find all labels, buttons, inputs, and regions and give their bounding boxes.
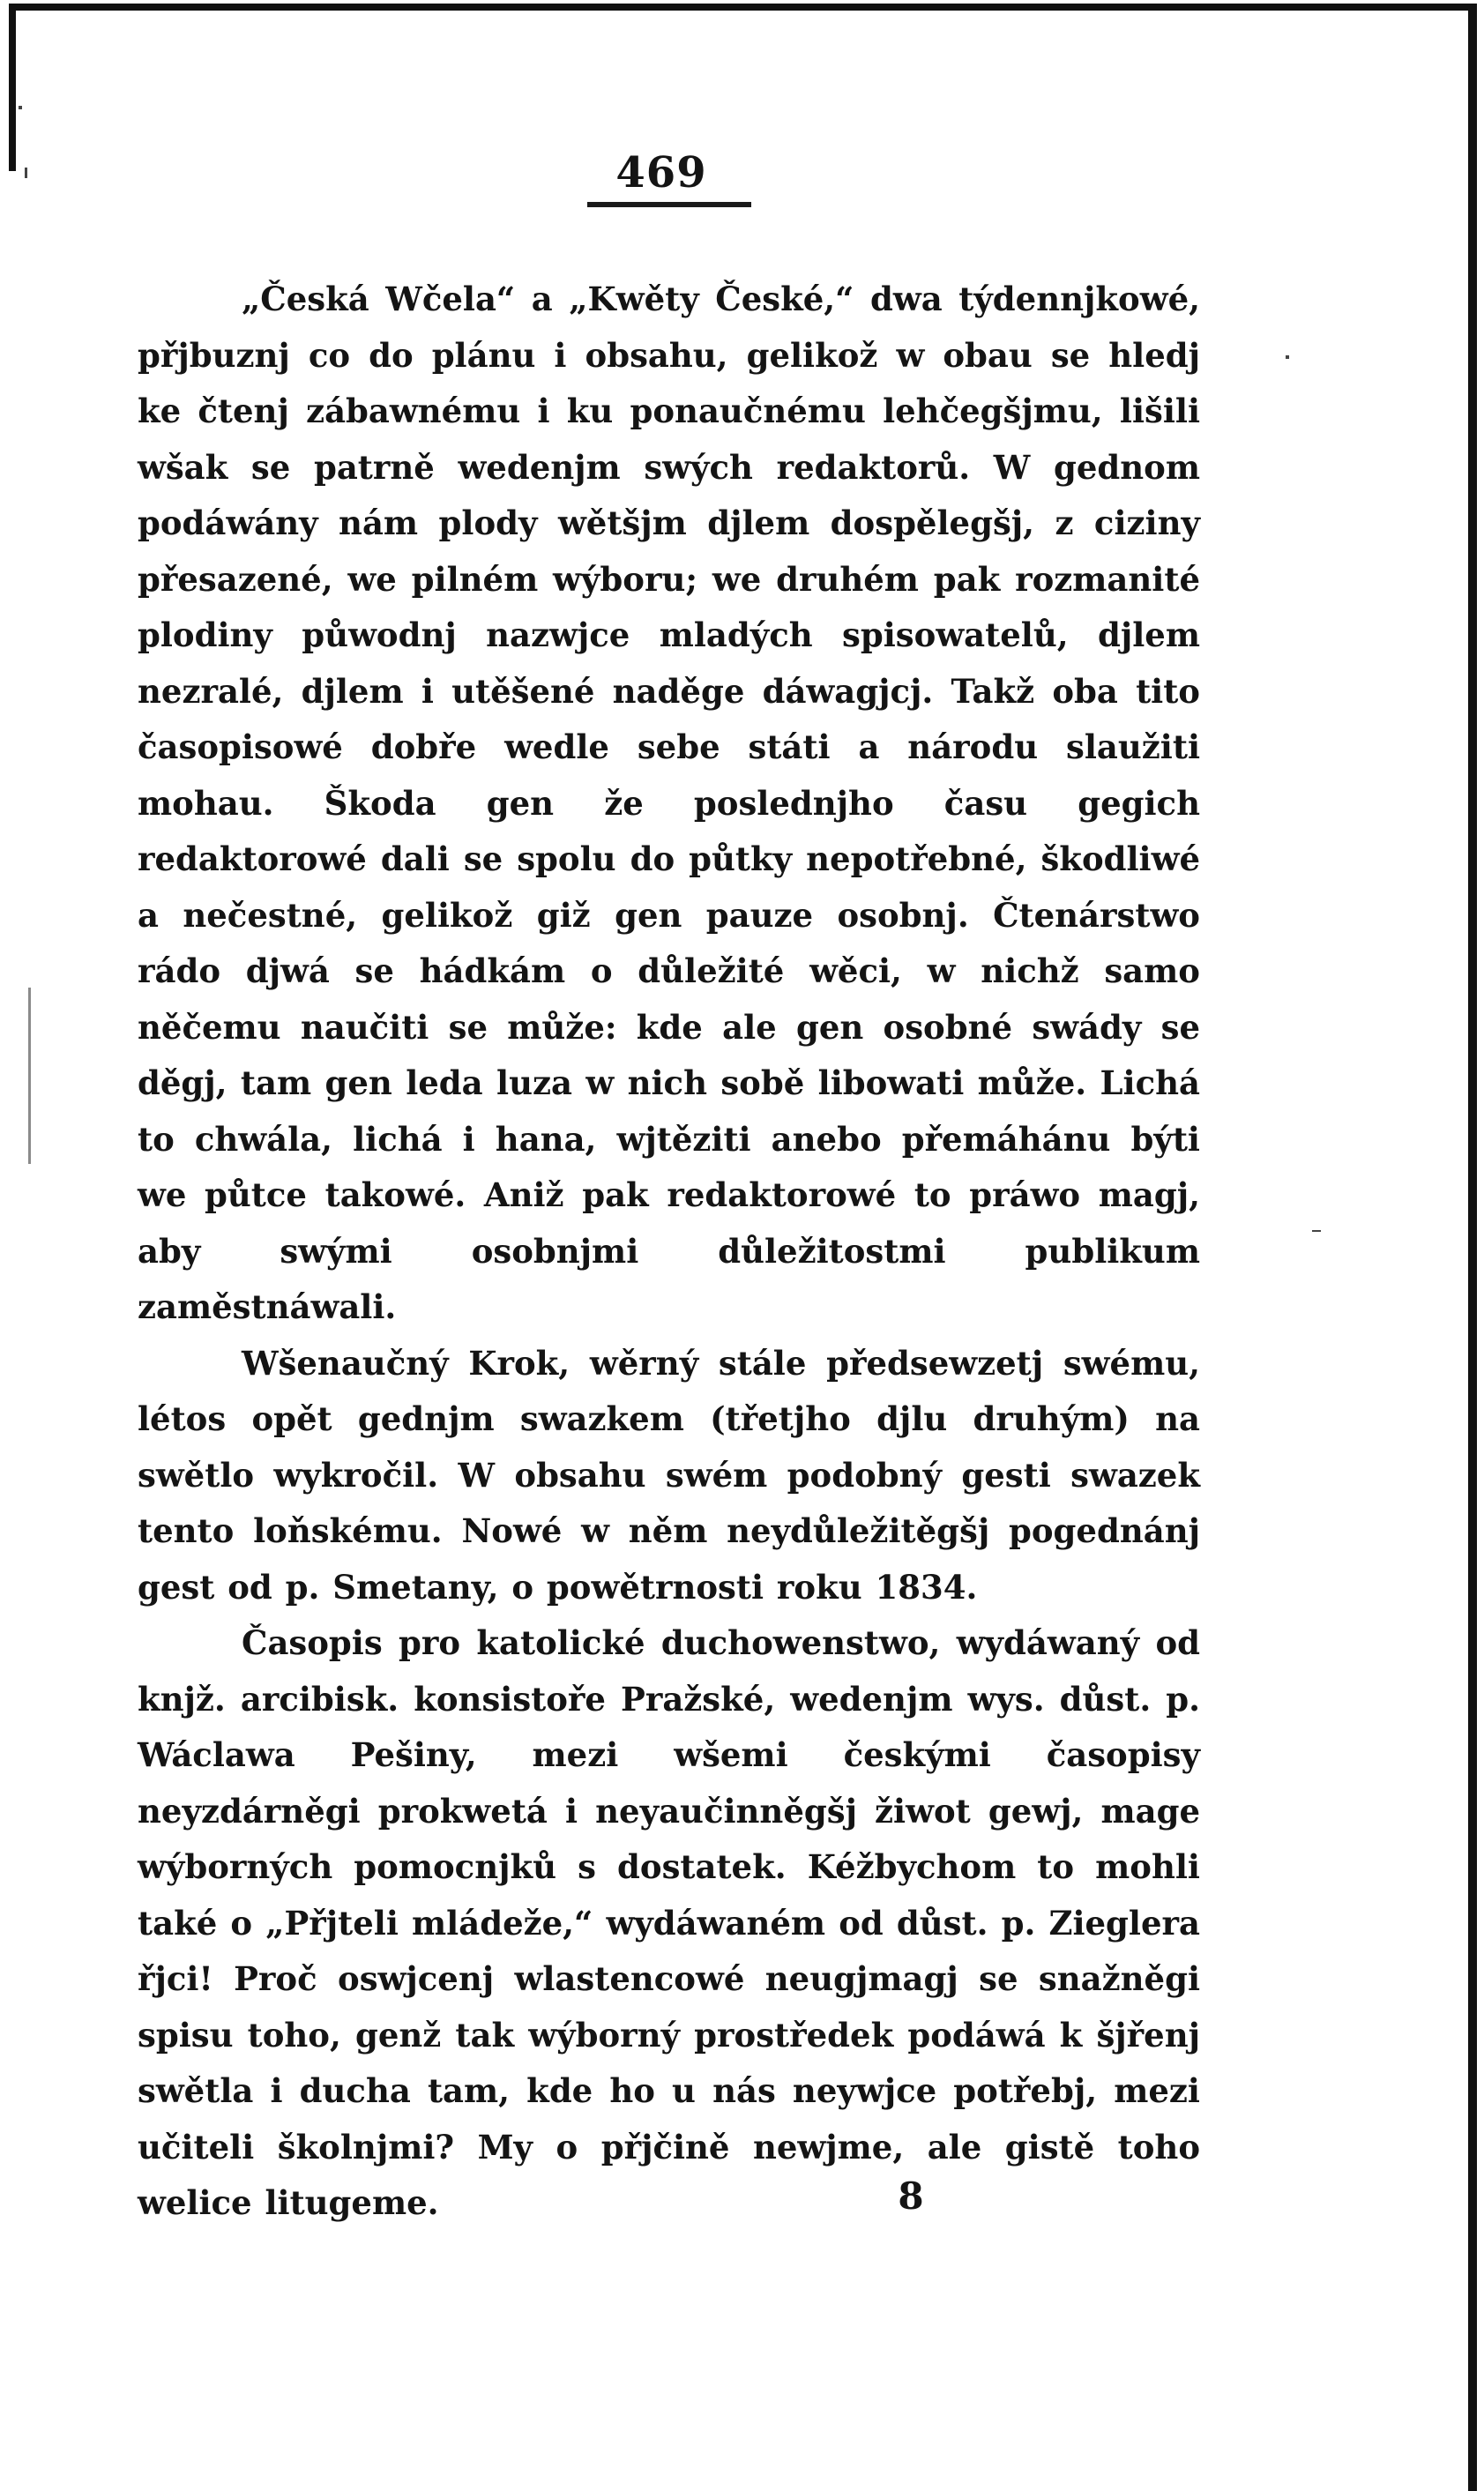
speck xyxy=(19,106,22,109)
frame-top xyxy=(9,4,1477,11)
speck xyxy=(1312,1230,1321,1232)
signature-mark: 8 xyxy=(898,2174,924,2218)
speck xyxy=(25,168,27,178)
paragraph-krok: Wšenaučný Krok, wěrný stále předsewzetj swému, létos opět gednjm swazkem (třetjho djlu druhým) na swětlo wykročil. W obsahu swém podobný gesti swazek tento loňskému. Nowé w něm neydůležitěgšj pogednánj gest od p. Smetany, o powětrnosti roku 1834. xyxy=(138,1343,1200,1607)
main-text xyxy=(138,272,1200,2232)
page-number-rule xyxy=(587,202,751,207)
frame-right xyxy=(1468,4,1477,2491)
paragraph-wcela-kwety: „Česká Wčela“ a „Kwěty České,“ dwa týdennjkowé, přjbuznj co do plánu i obsahu, gelikož w obau se hledj ke čtenj zábawnému i ku ponaučnému lehčegšjmu, lišili wšak se patrně wedenjm swých redaktorů. W gednom podáwány nám plody wětšjm djlem dospělegšj, z ciziny přesazené, we pilném wýboru; we druhém pak rozmanité plodiny půwodnj nazwjce mladých spisowatelů, djlem nezralé, djlem i utěšené naděge dáwagjcj. Takž oba tito časopisowé dobře wedle sebe státi a národu slaužiti mohau. Škoda gen že poslednjho času gegich redaktorowé dali se spolu do půtky nepotřebné, škodliwé a nečestné, gelikož giž gen pauze osobnj. Čtenárstwo rádo djwá se hádkám o důležité wěci, w nichž samo něčemu naučiti se může: kde ale gen osobné swády se děgj, tam gen leda luza w nich sobě libowati může. Lichá to chwála, lichá i hana, wjtěziti anebo přemáhánu býti we půtce takowé. Aniž pak redaktorowé to práwo magj, aby swými osobnjmi důležitostmi publikum zaměstnáwali. xyxy=(138,280,1200,1326)
speck xyxy=(28,988,31,1164)
paragraph-casopis-duchowenstwo: Časopis pro katolické duchowenstwo, wydáwaný od knjž. arcibisk. konsistoře Pražské, wedenjm wys. důst. p. Wáclawa Pešiny, mezi wšemi českými časopisy neyzdárněgi prokwetá i neyaučinněgšj žiwot gewj, mage wýborných pomocnjků s dostatek. Kéžbychom to mohli také o „Přjteli mládeže,“ wydáwaném od důst. p. Zieglera řjci! Proč oswjcenj wlastencowé neugjmagj se snažněgi spisu toho, genž tak wýborný prostředek podáwá k šjřenj swětla i ducha tam, kde ho u nás neywjce potřebj, mezi učiteli školnjmi? My o přjčině newjme, ale gistě toho welice litugeme. xyxy=(138,1623,1200,2222)
speck xyxy=(1286,355,1289,359)
frame-left xyxy=(9,4,16,171)
page-number: 469 xyxy=(615,148,707,198)
